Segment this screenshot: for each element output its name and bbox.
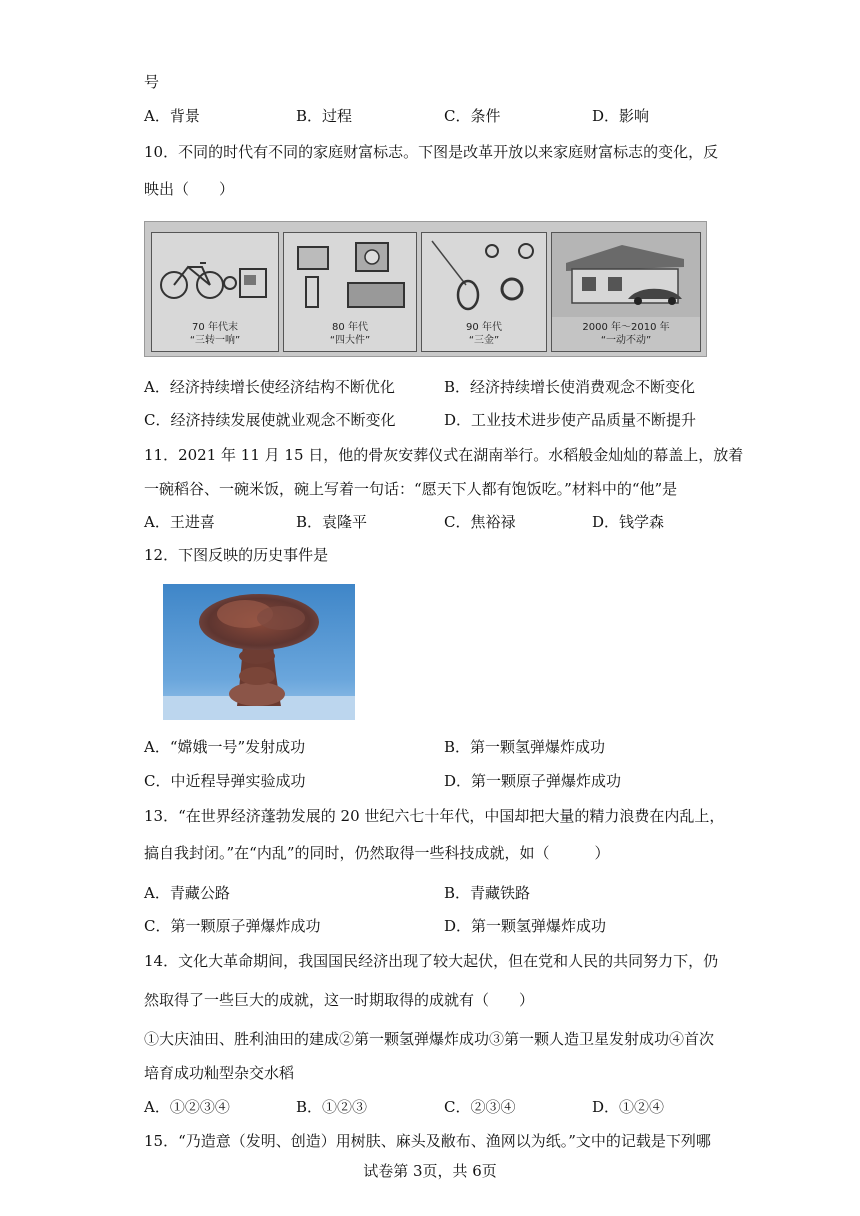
question-tail: 号 bbox=[144, 73, 160, 91]
house-car-icon bbox=[552, 233, 700, 317]
q10-option-a: A．经济持续增长使经济结构不断优化 bbox=[144, 378, 395, 396]
family-wealth-figure bbox=[144, 221, 707, 357]
option-d: D．影响 bbox=[592, 107, 650, 125]
panel-caption-items: “三金” bbox=[468, 335, 500, 346]
q13-option-a: A．青藏公路 bbox=[144, 884, 230, 902]
option-c: C．条件 bbox=[444, 107, 501, 125]
q10-stem-line2: 映出（ ） bbox=[144, 180, 235, 198]
panel-caption-era: 80 年代 bbox=[332, 322, 368, 333]
q12-option-c: C．中近程导弹实验成功 bbox=[144, 772, 306, 790]
q15-stem-line1: 15．“乃造意（发明、创造）用树肤、麻头及敝布、渔网以为纸。”文中的记载是下列哪 bbox=[144, 1132, 711, 1150]
q12-stem-line1: 12．下图反映的历史事件是 bbox=[144, 546, 329, 564]
figure-panel-2000s bbox=[551, 232, 701, 352]
figure-panel-80s bbox=[283, 232, 417, 352]
q10-option-d: D．工业技术进步使产品质量不断提升 bbox=[444, 411, 697, 429]
panel-caption-items: “一动不动” bbox=[600, 335, 652, 346]
panel-caption-era: 70 年代末 bbox=[192, 322, 238, 333]
q13-option-d: D．第一颗氢弹爆炸成功 bbox=[444, 917, 607, 935]
q14-option-d: D．①②④ bbox=[592, 1098, 665, 1116]
bicycle-sewing-watch-radio-icon bbox=[152, 233, 278, 313]
q11-stem-line2: 一碗稻谷、一碗米饭，碗上写着一句话：“愿天下人都有饱饭吃。”材料中的“他”是 bbox=[144, 480, 678, 498]
q10-stem-line1: 10．不同的时代有不同的家庭财富标志。下图是改革开放以来家庭财富标志的变化，反 bbox=[144, 143, 719, 161]
option-a: A．背景 bbox=[144, 107, 200, 125]
panel-caption-items: “四大件” bbox=[329, 335, 371, 346]
q14-stem-line2: 然取得了一些巨大的成就，这一时期取得的成就有（ ） bbox=[144, 991, 535, 1009]
mushroom-cloud-icon bbox=[163, 584, 355, 720]
q10-option-c: C．经济持续发展使就业观念不断变化 bbox=[144, 411, 396, 429]
q11-option-a: A．王进喜 bbox=[144, 513, 215, 531]
q12-option-a: A．“嫦娥一号”发射成功 bbox=[144, 738, 306, 756]
q11-option-c: C．焦裕禄 bbox=[444, 513, 516, 531]
tv-fridge-washer-icon bbox=[284, 233, 416, 313]
panel-caption-era: 2000 年～2010 年 bbox=[582, 322, 670, 333]
panel-caption-items: “三转一响” bbox=[189, 335, 241, 346]
q13-stem-line1: 13．“在世界经济蓬勃发展的 20 世纪六七十年代，中国却把大量的精力浪费在内乱上， bbox=[144, 807, 725, 825]
figure-panel-70s bbox=[151, 232, 279, 352]
q14-items-line1: ①大庆油田、胜利油田的建成②第一颗氢弹爆炸成功③第一颗人造卫星发射成功④首次 bbox=[144, 1030, 715, 1048]
q14-option-a: A．①②③④ bbox=[144, 1098, 230, 1116]
q13-option-c: C．第一颗原子弹爆炸成功 bbox=[144, 917, 321, 935]
q12-option-b: B．第一颗氢弹爆炸成功 bbox=[444, 738, 606, 756]
q14-option-c: C．②③④ bbox=[444, 1098, 516, 1116]
panel-caption-era: 90 年代 bbox=[466, 322, 502, 333]
q14-items-line2: 培育成功籼型杂交水稻 bbox=[144, 1064, 295, 1082]
q14-option-b: B．①②③ bbox=[296, 1098, 368, 1116]
mushroom-cloud-photo bbox=[163, 584, 355, 720]
q11-option-b: B．袁隆平 bbox=[296, 513, 368, 531]
q13-option-b: B．青藏铁路 bbox=[444, 884, 531, 902]
jewelry-icon bbox=[422, 233, 546, 313]
page-footer: 试卷第 3页，共 6页 bbox=[363, 1162, 497, 1180]
figure-panel-90s bbox=[421, 232, 547, 352]
q13-stem-line2: 搞自我封闭。”在“内乱”的同时，仍然取得一些科技成就，如（ ） bbox=[144, 844, 610, 862]
q11-option-d: D．钱学森 bbox=[592, 513, 665, 531]
q14-stem-line1: 14．文化大革命期间，我国国民经济出现了较大起伏，但在党和人民的共同努力下，仍 bbox=[144, 952, 719, 970]
q10-option-b: B．经济持续增长使消费观念不断变化 bbox=[444, 378, 696, 396]
option-b: B．过程 bbox=[296, 107, 353, 125]
q12-option-d: D．第一颗原子弹爆炸成功 bbox=[444, 772, 622, 790]
q11-stem-line1: 11．2021 年 11 月 15 日，他的骨灰安葬仪式在湖南举行。水稻般金灿灿的幕盖上，放着 bbox=[144, 446, 744, 464]
